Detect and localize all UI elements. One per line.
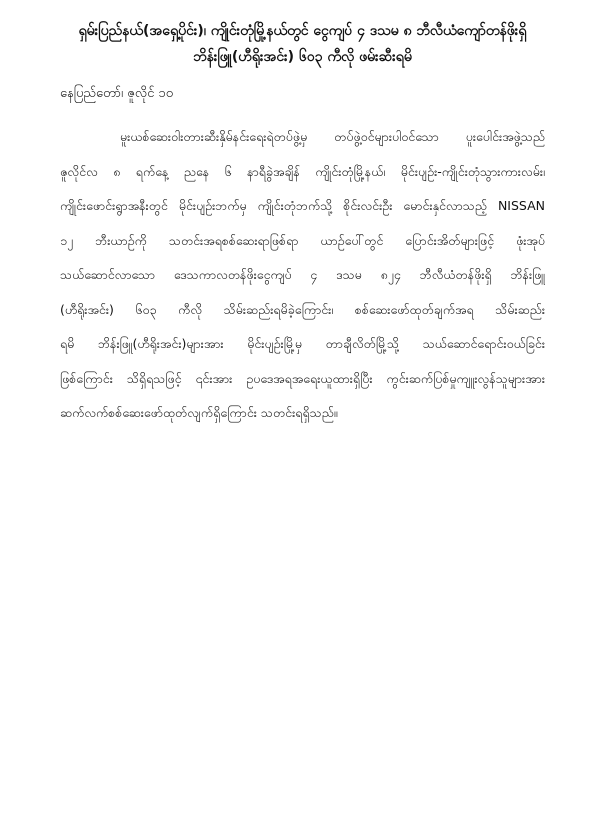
article-dateline: နေပြည်တော်၊ ဇူလိုင် ၁၀ — [60, 86, 174, 101]
article-body — [60, 120, 545, 431]
body-line: ဇူလိုင်လ ၈ ရက်နေ့ ညနေ ၆ နာရီခွဲအချိန် ကျိုင်းတုံမြို့နယ်၊ မိုင်းပျဉ်း-ကျိုင်းတုံသွားကားလမ်း၊ — [60, 163, 545, 179]
body-line: သယ်ဆောင်လာသော ဒေသကာလတန်ဖိုးငွေကျပ် ၄ ဒသမ ၈၂၄ ဘီလီယံတန်ဖိုးရှိ ဘိန်းဖြူ — [60, 267, 545, 282]
body-line: ကျိုင်းဖောင်းရွာအနီးတွင် မိုင်းပျဉ်းဘက်မှ ကျိုင်းတုံဘက်သို့ စိုင်းလင်းဦး မောင်းနှင်လာသည့် NISSAN — [60, 198, 545, 213]
body-line: ဆက်လက်စစ်ဆေးဖော်ထုတ်လျက်ရှိကြောင်း သတင်းရရှိသည်။ — [60, 405, 338, 420]
headline-line-2: ဘိန်းဖြူ(ဟီရိုးအင်း) ၆ဝ၃ ကီလို ဖမ်းဆီးရမိ — [193, 49, 412, 65]
article-headline — [60, 18, 545, 70]
body-line: (ဟီရိုးအင်း) ၆ဝ၃ ကီလို သိမ်းဆည်းရမိခဲ့ကြောင်း၊ စစ်ဆေးဖော်ထုတ်ချက်အရ သိမ်းဆည်း — [60, 301, 545, 317]
body-line: ရမိ ဘိန်းဖြူ(ဟီရိုးအင်း)များအား မိုင်းပျဉ်းမြို့မှ တာချီလိတ်မြို့သို့ သယ်ဆောင်ရောင်းဝယ်ခြင်း — [60, 336, 545, 351]
headline-line-1: ရှမ်းပြည်နယ်(အရှေ့ပိုင်း)၊ ကျိုင်းတုံမြို့နယ်တွင် ငွေကျပ် ၄ ဒသမ ၈ ဘီလီယံကျော်တန်ဖိုးရှိ — [78, 23, 527, 39]
body-line: မူးယစ်ဆေးဝါးတားဆီးနှိမ်နင်းရေးရဲတပ်ဖွဲ့မှ တပ်ဖွဲ့ဝင်များပါဝင်သော ပူးပေါင်းအဖွဲ့သည် — [120, 129, 545, 144]
body-line: ဖြစ်ကြောင်း သိရှိရသဖြင့် ၎င်းအား ဥပဒေအရအရေးယူထားရှိပြီး ကွင်းဆက်ပြစ်မှုကျူးလွန်သူများအား — [60, 370, 545, 386]
body-line: ၁၂ ဘီးယာဉ်ကို သတင်းအရစစ်ဆေးရာဖြစ်ရာ ယာဉ်ပေါ်တွင် ပြောင်းအိတ်များဖြင့် ဖုံးအုပ် — [60, 232, 545, 248]
